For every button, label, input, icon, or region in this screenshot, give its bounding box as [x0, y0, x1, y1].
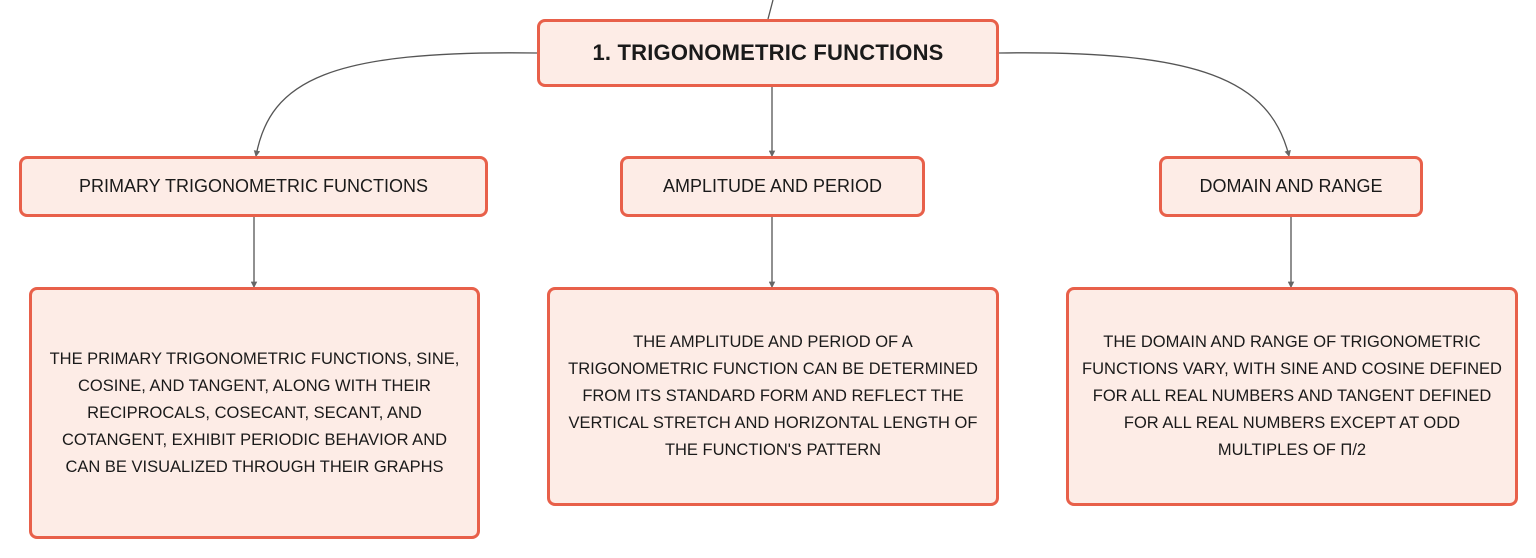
root-topic-title: 1. TRIGONOMETRIC FUNCTIONS [592, 40, 944, 65]
branch-node-domain-range[interactable] [1159, 156, 1423, 217]
branch-label: DOMAIN AND RANGE [1199, 176, 1383, 196]
root-topic-node[interactable] [537, 19, 999, 87]
branch-node-primary-functions[interactable] [19, 156, 488, 217]
branch-label: PRIMARY TRIGONOMETRIC FUNCTIONS [78, 176, 429, 196]
detail-text: THE DOMAIN AND RANGE OF TRIGONOMETRIC FUNCTIONS VARY, WITH SINE AND COSINE DEFINED FOR ALL REAL NUMBERS AND TANGENT DEFINED FOR ALL REAL NUMBERS EXCEPT AT ODD MULTIPLES OF Π/2 [1082, 333, 1502, 459]
detail-node-domain-range[interactable] [1066, 287, 1518, 506]
detail-node-amplitude-period[interactable] [547, 287, 999, 506]
detail-text: THE AMPLITUDE AND PERIOD OF A TRIGONOMETRIC FUNCTION CAN BE DETERMINED FROM ITS STANDARD FORM AND REFLECT THE VERTICAL STRETCH AND HORIZONTAL LENGTH OF THE FUNCTION'S PATTERN [568, 333, 978, 459]
connector-root-to-primary [256, 53, 537, 156]
parent-connector [768, 0, 773, 19]
branch-label: AMPLITUDE AND PERIOD [662, 176, 883, 196]
branch-node-amplitude-period[interactable] [620, 156, 925, 217]
detail-text: THE PRIMARY TRIGONOMETRIC FUNCTIONS, SINE, COSINE, AND TANGENT, ALONG WITH THEIR RECIPROCALS, COSECANT, SECANT, AND COTANGENT, EXHIBIT PERIODIC BEHAVIOR AND CAN BE VISUALIZED THROUGH THEIR GRAPHS [49, 349, 460, 476]
detail-node-primary-functions[interactable] [29, 287, 480, 539]
connector-root-to-domain [999, 53, 1289, 156]
